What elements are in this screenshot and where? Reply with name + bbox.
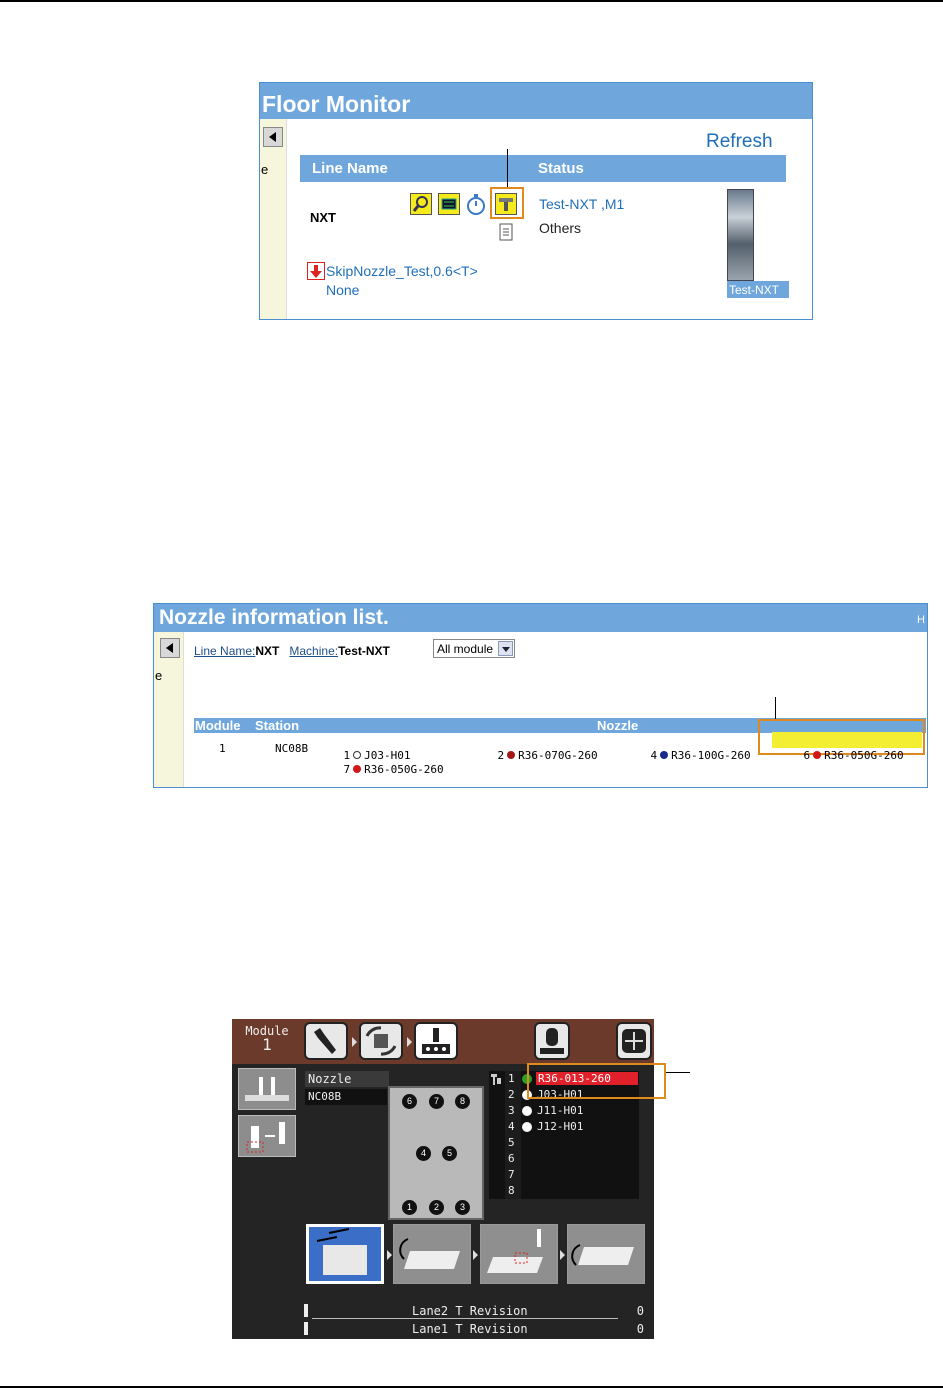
red-dot-icon xyxy=(353,765,361,773)
station-cell: NC08B xyxy=(275,742,309,755)
step-place-nozzle-button[interactable] xyxy=(480,1224,558,1284)
lane-marker xyxy=(304,1304,308,1317)
document-icon[interactable] xyxy=(498,223,514,241)
slot-number: 8 xyxy=(508,1184,515,1197)
module-indicator xyxy=(232,1024,302,1052)
operator-icon xyxy=(536,1024,568,1058)
nozzle-list-panel xyxy=(153,603,928,788)
display-button[interactable] xyxy=(616,1022,652,1060)
slot-nozzle-name: J03-H01 xyxy=(537,1088,584,1101)
nozzle-check-button[interactable] xyxy=(238,1068,296,1110)
lane2-label: Lane2 T Revision xyxy=(412,1304,528,1318)
nozzle-exchange-icon xyxy=(239,1116,295,1156)
nozzle-name: R36-050G-260 xyxy=(824,749,904,762)
nozzle-slot-row[interactable] xyxy=(489,1167,639,1183)
nozzle-slot: 1 xyxy=(343,749,351,762)
monitor-icon xyxy=(618,1024,650,1058)
station-hole[interactable]: 8 xyxy=(455,1094,470,1109)
procedure-steps xyxy=(305,1224,650,1286)
station-hole[interactable]: 3 xyxy=(455,1200,470,1215)
nozzle-slot: 7 xyxy=(343,763,351,776)
slot-number: 2 xyxy=(508,1088,515,1101)
wrench-icon xyxy=(306,1024,346,1058)
step-close-cover-button[interactable] xyxy=(567,1224,645,1284)
sidebar-cut-text: e xyxy=(155,668,163,683)
lane2-revision xyxy=(304,1304,654,1319)
chevron-down-icon[interactable] xyxy=(498,641,513,656)
module-select-value: All module xyxy=(437,642,494,656)
place-nozzle-icon xyxy=(481,1225,557,1281)
skip-nozzle-link[interactable]: SkipNozzle_Test,0.6<T> xyxy=(326,263,478,279)
floor-monitor-panel xyxy=(259,82,813,320)
step-arrow-icon xyxy=(352,1037,357,1047)
board-icon[interactable] xyxy=(438,193,460,215)
floor-monitor-sidebar xyxy=(260,119,287,319)
slot-number: 7 xyxy=(508,1168,515,1181)
module-cell: 1 xyxy=(219,742,226,755)
module-select[interactable] xyxy=(433,639,515,658)
filter-line xyxy=(194,644,390,658)
nozzle-entry xyxy=(317,750,444,789)
collapse-sidebar-button[interactable] xyxy=(263,127,283,147)
status-dot-icon xyxy=(522,1122,532,1132)
red-dot-icon xyxy=(813,751,821,759)
step-arrow-icon xyxy=(387,1250,392,1260)
search-icon[interactable] xyxy=(410,193,432,215)
status-machine-link[interactable]: Test-NXT ,M1 xyxy=(539,196,625,212)
lane1-value: 0 xyxy=(636,1322,644,1336)
nozzle-slot-row[interactable] xyxy=(489,1135,639,1151)
stopwatch-icon[interactable] xyxy=(465,193,487,215)
module-label: Module xyxy=(245,1024,289,1038)
slot-nozzle-name: R36-013-260 xyxy=(536,1072,638,1085)
station-hole[interactable]: 4 xyxy=(416,1146,431,1161)
nozzle-icon-highlight xyxy=(490,187,524,219)
sidebar-cut-text: e xyxy=(261,162,269,177)
slot-number: 5 xyxy=(508,1136,515,1149)
line-name-value: NXT xyxy=(255,644,280,658)
header-line-name: Line Name xyxy=(312,160,388,177)
maintenance-button[interactable] xyxy=(304,1022,348,1060)
nozzle-list-sidebar xyxy=(154,632,184,787)
step-open-cover-button[interactable] xyxy=(393,1224,471,1284)
nozzle-section-label: Nozzle xyxy=(305,1071,389,1087)
cover-close-icon xyxy=(568,1225,644,1281)
nozzle-slot-row[interactable] xyxy=(489,1119,639,1135)
station-hole[interactable]: 2 xyxy=(429,1200,444,1215)
nozzle-slot-row[interactable] xyxy=(489,1151,639,1167)
blue-dot-icon xyxy=(660,751,668,759)
nozzle-name: R36-100G-260 xyxy=(671,749,751,762)
operator-button[interactable] xyxy=(534,1022,570,1060)
step-insert-station-button[interactable] xyxy=(306,1224,384,1284)
slot-number: 4 xyxy=(508,1120,515,1133)
title-edge-text: H xyxy=(917,614,925,626)
nozzle-slot: 2 xyxy=(497,749,505,762)
nozzle-station-button[interactable] xyxy=(414,1022,458,1060)
nozzle-slot: 6 xyxy=(803,749,811,762)
machine-thumbnail[interactable] xyxy=(727,189,754,281)
nozzle-station-icon xyxy=(416,1024,456,1058)
slot-number: 1 xyxy=(508,1072,515,1085)
line-name-key: Line Name: xyxy=(194,644,256,658)
cover-open-icon xyxy=(394,1225,470,1281)
status-dot-icon xyxy=(522,1106,532,1116)
lane-marker xyxy=(304,1322,308,1335)
station-hole[interactable]: 5 xyxy=(442,1146,457,1161)
machine-key: Machine: xyxy=(289,644,339,658)
station-hole[interactable]: 7 xyxy=(429,1094,444,1109)
slot-nozzle-name: J12-H01 xyxy=(537,1120,584,1133)
nozzle-slot: 4 xyxy=(650,749,658,762)
machine-topbar xyxy=(232,1019,654,1064)
slot-nozzle-name: J11-H01 xyxy=(537,1104,584,1117)
nozzle-station-diagram xyxy=(388,1086,484,1220)
nozzle-list-title: Nozzle information list. xyxy=(154,604,927,632)
machine-callout xyxy=(666,1072,690,1073)
machine-nozzle-highlight-box xyxy=(527,1063,666,1099)
slot-number: 3 xyxy=(508,1104,515,1117)
header-module: Module xyxy=(195,718,241,733)
nozzle-icon-callout xyxy=(507,149,508,187)
nozzle-exchange-button[interactable] xyxy=(238,1115,296,1157)
nozzle-entry xyxy=(471,736,598,775)
nozzle-name: R36-050G-260 xyxy=(364,763,444,776)
slot-number: 6 xyxy=(508,1152,515,1165)
line-name-cell: NXT xyxy=(310,210,336,225)
lane2-value: 0 xyxy=(636,1304,644,1318)
step-arrow-icon xyxy=(473,1250,478,1260)
station-hole[interactable]: 6 xyxy=(402,1094,417,1109)
lane1-revision xyxy=(304,1322,654,1337)
nozzle-entry xyxy=(624,736,751,775)
header-station: Station xyxy=(255,718,300,733)
nozzle-name: J03-H01 xyxy=(364,749,411,762)
top-rule xyxy=(0,0,943,2)
machine-thumbnail-label[interactable]: Test-NXT xyxy=(727,281,789,298)
machine-value: Test-NXT xyxy=(338,644,390,658)
station-name: NC08B xyxy=(305,1089,387,1105)
refresh-link[interactable]: Refresh xyxy=(706,131,773,152)
bottom-rule xyxy=(0,1386,943,1388)
red-dot-icon xyxy=(507,751,515,759)
down-arrow-icon[interactable] xyxy=(307,262,325,280)
collapse-sidebar-button[interactable] xyxy=(160,638,180,658)
header-status: Status xyxy=(538,160,584,177)
exchange-button[interactable] xyxy=(359,1022,403,1060)
exchange-icon xyxy=(361,1024,401,1058)
none-link[interactable]: None xyxy=(326,282,360,298)
nozzle-slot-row[interactable] xyxy=(489,1183,639,1199)
status-text: Others xyxy=(539,220,582,236)
station-hole[interactable]: 1 xyxy=(402,1200,417,1215)
nozzle-name: R36-070G-260 xyxy=(518,749,598,762)
header-nozzle: Nozzle xyxy=(597,718,639,733)
floor-monitor-title: Floor Monitor xyxy=(260,83,812,119)
nozzle-callout xyxy=(775,697,776,719)
nozzle-entry-highlighted xyxy=(777,736,904,775)
divider xyxy=(312,1318,618,1319)
insert-station-icon xyxy=(309,1227,381,1281)
nozzle-slot-row[interactable] xyxy=(489,1103,639,1119)
nozzle-check-icon xyxy=(239,1069,295,1109)
step-arrow-icon xyxy=(560,1250,565,1260)
step-arrow-icon xyxy=(407,1037,412,1047)
module-number: 1 xyxy=(262,1035,272,1054)
line-table-header xyxy=(300,155,786,182)
lane1-label: Lane1 T Revision xyxy=(412,1322,528,1336)
